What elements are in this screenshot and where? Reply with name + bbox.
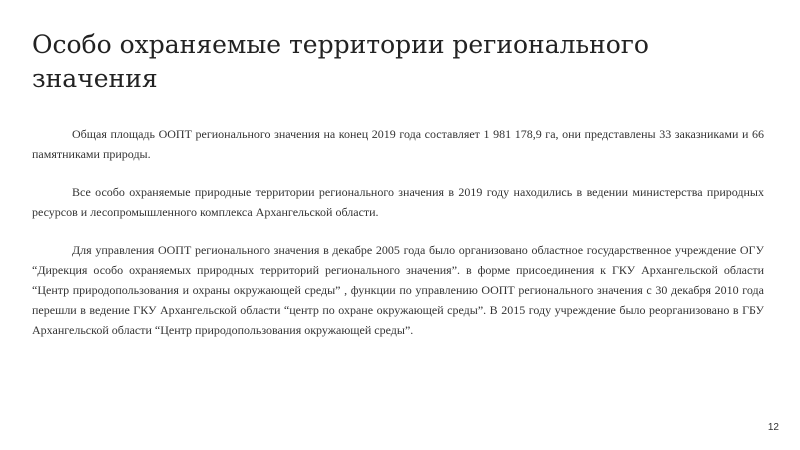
paragraph-jurisdiction: Все особо охраняемые природные территории регионального значения в 2019 году находились в ведении министерства природных ресурсов и лесопромышленного комплекса Архангельской области. [32, 185, 764, 219]
slide-body [32, 124, 764, 358]
page-number: 12 [767, 422, 779, 433]
paragraph-management-history: Для управления ООПТ регионального значения в декабре 2005 года было организовано областное государственное учреждение ОГУ “Дирекция особо охраняемых природных территорий регионального значения”. в форме присоединения к ГКУ Архангельской области “Центр природопользования и охраны окружающей среды” , функции по управлению ООПТ регионального значения с 30 декабря 2010 года перешли в ведение ГКУ Архангельской области “центр по охране окружающей среды”. В 2015 году учреждение было реорганизовано в ГБУ Архангельской области “Центр природопользования окружающей среды”. [32, 243, 764, 337]
slide-title: Особо охраняемые территории регионального значения [32, 30, 649, 93]
paragraph-area-summary: Общая площадь ООПТ регионального значения на конец 2019 года составляет 1 981 178,9 га, они представлены 33 заказниками и 66 памятниками природы. [32, 127, 764, 161]
